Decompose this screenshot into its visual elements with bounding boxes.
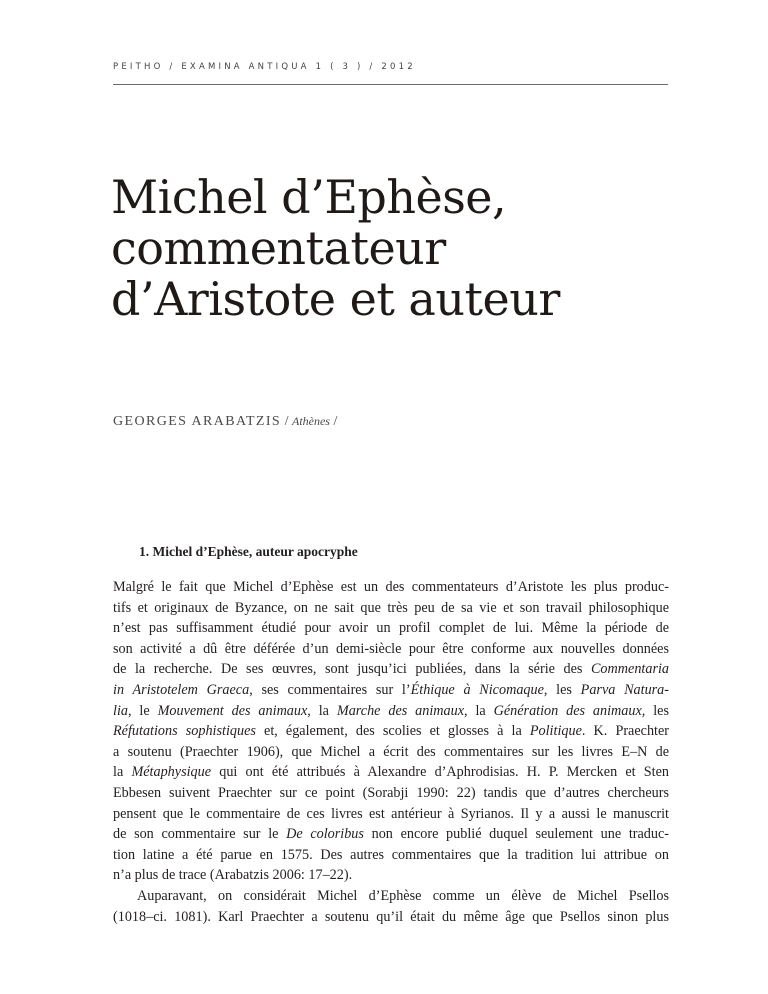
title-line-2: commentateur (111, 221, 446, 275)
article-title (111, 172, 671, 325)
italic-title: Mouvement des animaux (157, 702, 308, 719)
paragraph-2 (113, 886, 669, 927)
text-line (113, 824, 669, 845)
body-text (113, 577, 669, 927)
text-line (113, 762, 669, 783)
italic-title: lia (113, 702, 128, 719)
running-head: PEITHO / EXAMINA ANTIQUA 1 ( 3 ) / 2012 (113, 62, 416, 72)
text-line: Auparavant, on considérait Michel d’Ephèse comme un élève de Michel Psellos (137, 887, 669, 904)
text-segment: , le (127, 702, 158, 719)
italic-title: Réfutations sophistiques (113, 723, 256, 740)
italic-title: Commentaria (590, 661, 669, 678)
author-separator-end: / (329, 414, 338, 429)
text-segment: , la (464, 702, 494, 719)
text-segment: , ses commentaires sur l’ (249, 681, 411, 698)
text-line: n’est pas suffisamment étudié pour avoir un profil complet de lui. Même la période de (113, 620, 669, 637)
text-line: tifs et originaux de Byzance, on ne sait que très peu de sa vie et son travail philosophique (113, 599, 669, 616)
italic-title: Marche des animaux (336, 702, 465, 719)
text-segment: , la (307, 702, 337, 719)
text-segment: et, également, des scolies et glosses à la (255, 723, 530, 740)
text-segment: les (645, 702, 669, 719)
author-line (113, 414, 673, 430)
italic-title: Parva Natura- (580, 681, 670, 698)
text-segment: , les (543, 681, 581, 698)
text-segment: de la recherche. De ses œuvres, sont jusqu’ici publiées, dans la série des (113, 661, 583, 678)
author-separator: / (281, 414, 292, 429)
text-line (113, 701, 669, 722)
italic-title: De coloribus (286, 826, 364, 843)
text-segment: non encore publié duquel seulement une traduc- (363, 826, 669, 843)
text-line: tion latine a été parue en 1575. Des autres commentaires que la tradition lui attribue on (113, 846, 669, 863)
text-line: n’a plus de trace (Arabatzis 2006: 17–22). (113, 867, 353, 884)
title-line-3: d’Aristote et auteur (111, 272, 560, 326)
text-line (113, 659, 669, 680)
title-line-1: Michel d’Ephèse, (111, 170, 507, 224)
paragraph-1 (113, 577, 669, 886)
text-segment: de son commentaire sur le (113, 826, 287, 843)
italic-title: in Aristotelem Graeca (113, 681, 250, 698)
text-segment: . K. Praechter (581, 723, 670, 740)
text-line: Malgré le fait que Michel d’Ephèse est un des commentateurs d’Aristote les plus produc- (113, 579, 669, 595)
text-line (113, 680, 669, 701)
text-segment: la (113, 764, 132, 781)
text-line (113, 721, 669, 742)
section-heading: 1. Michel d’Ephèse, auteur apocryphe (139, 544, 358, 559)
text-segment: qui ont été attribués à Alexandre d’Aphrodisias. H. P. Mercken et Sten (211, 764, 669, 781)
text-line: Ebbesen suivent Praechter sur ce point (Sorabji 1990: 22) tandis que d’autres chercheurs (113, 784, 669, 801)
text-line: son activité a dû être déférée d’un demi-siècle pour être conforme aux nouvelles données (113, 640, 669, 657)
author-name: GEORGES ARABATZIS (113, 414, 282, 429)
italic-title: Métaphysique (131, 764, 212, 781)
text-line: pensent que le commentaire de ces livres est antérieur à Syrianos. Il y a aussi le manuscrit (113, 805, 669, 822)
header-rule (113, 84, 668, 85)
text-line: a soutenu (Praechter 1906), que Michel a écrit des commentaires sur les livres E–N de (113, 743, 669, 760)
author-affiliation: Athènes (291, 414, 330, 428)
italic-title: Génération des animaux, (493, 702, 646, 719)
italic-title: Politique (529, 723, 582, 740)
italic-title: Éthique à Nicomaque (410, 681, 544, 698)
text-line: (1018–ci. 1081). Karl Praechter a soutenu qu’il était du même âge que Psellos sinon plus (113, 908, 669, 925)
